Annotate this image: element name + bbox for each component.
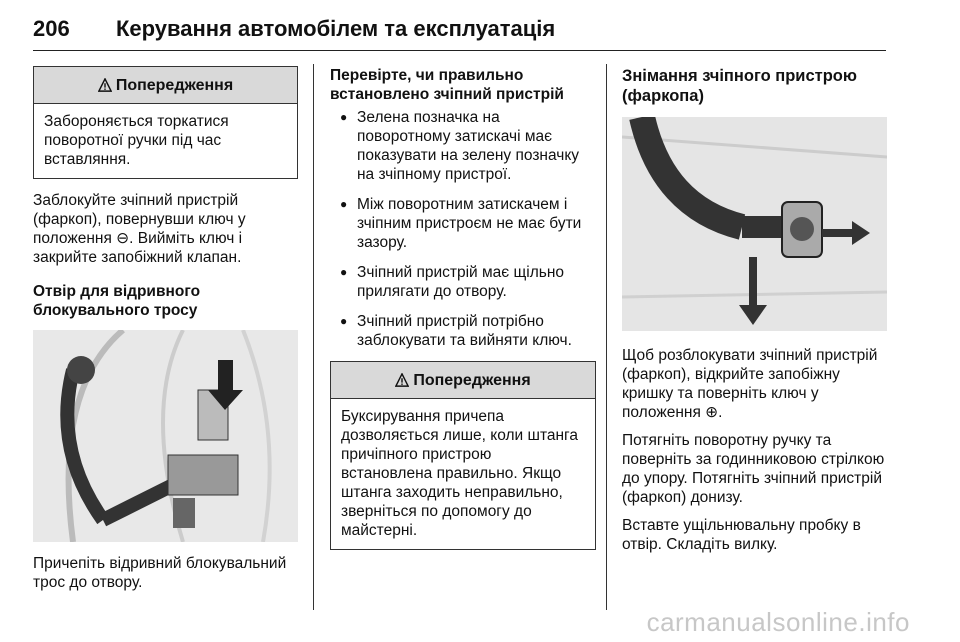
list-item: ● Між поворотним затискачем і зчіпним пристроєм не має бути зазору. [330,195,596,252]
paragraph: Щоб розблокувати зчіпний пристрій (фаркоп), відкрийте запобіжну кришку та поверніть ключ у положення ⊕. [622,347,878,421]
warning-title: Попередження [115,76,234,94]
page-header [33,14,886,51]
warning-triangle-icon [395,373,409,387]
warning-triangle-icon [98,78,112,92]
paragraph: Причепіть відривний блокувальний трос до отвору. [33,555,287,591]
section-heading: Знімання зчіпного пристрою (фаркопа) [622,67,857,105]
page-number: 206 [33,16,70,41]
warning-text: Забороняється торкатися поворотної ручки під час вставляння. [44,113,229,168]
warning-header [331,362,595,399]
towbar-removal-illustration [622,117,887,331]
column-divider [606,64,607,610]
paragraph: Потягніть поворотну ручку та поверніть за годинниковою стрілкою до упору. Потягніть зчіпний пристрій (фаркоп) донизу. [622,432,885,506]
page-title: Керування автомобілем та експлуатація [116,16,556,41]
list-item: ● Зчіпний пристрій має щільно прилягати до отвору. [330,263,596,301]
list-item: ● Зчіпний пристрій потрібно заблокувати та вийняти ключ. [330,312,596,350]
checklist [330,108,596,350]
warning-title: Попередження [413,371,531,389]
paragraph: Вставте ущільнювальну пробку в отвір. Складіть вилку. [622,517,861,553]
column-3 [622,66,887,554]
column-divider [313,64,314,610]
list-item: ● Зелена позначка на поворотному затискачі має показувати на зелену позначку на зчіпному пристрої. [330,108,596,184]
warning-text: Буксирування причепа дозволяється лише, коли штанга причіпного пристрою встановлена правильно. Якщо штанга заходить неправильно, зверніться по допомогу до майстерні. [341,408,578,539]
warning-header [34,67,297,104]
section-heading: Перевірте, чи правильно встановлено зчіпний пристрій [330,67,564,103]
towbar-cable-eyelet-illustration [33,330,298,542]
warning-box [330,361,596,550]
warning-box [33,66,298,179]
column-2 [330,66,596,550]
column-1 [33,66,298,592]
section-heading: Отвір для відривного блокувального тросу [33,283,201,319]
watermark: carmanualsonline.info [646,607,910,637]
paragraph: Заблокуйте зчіпний пристрій (фаркоп), повернувши ключ у положення ⊖. Вийміть ключ і закрийте запобіжний клапан. [33,192,246,266]
